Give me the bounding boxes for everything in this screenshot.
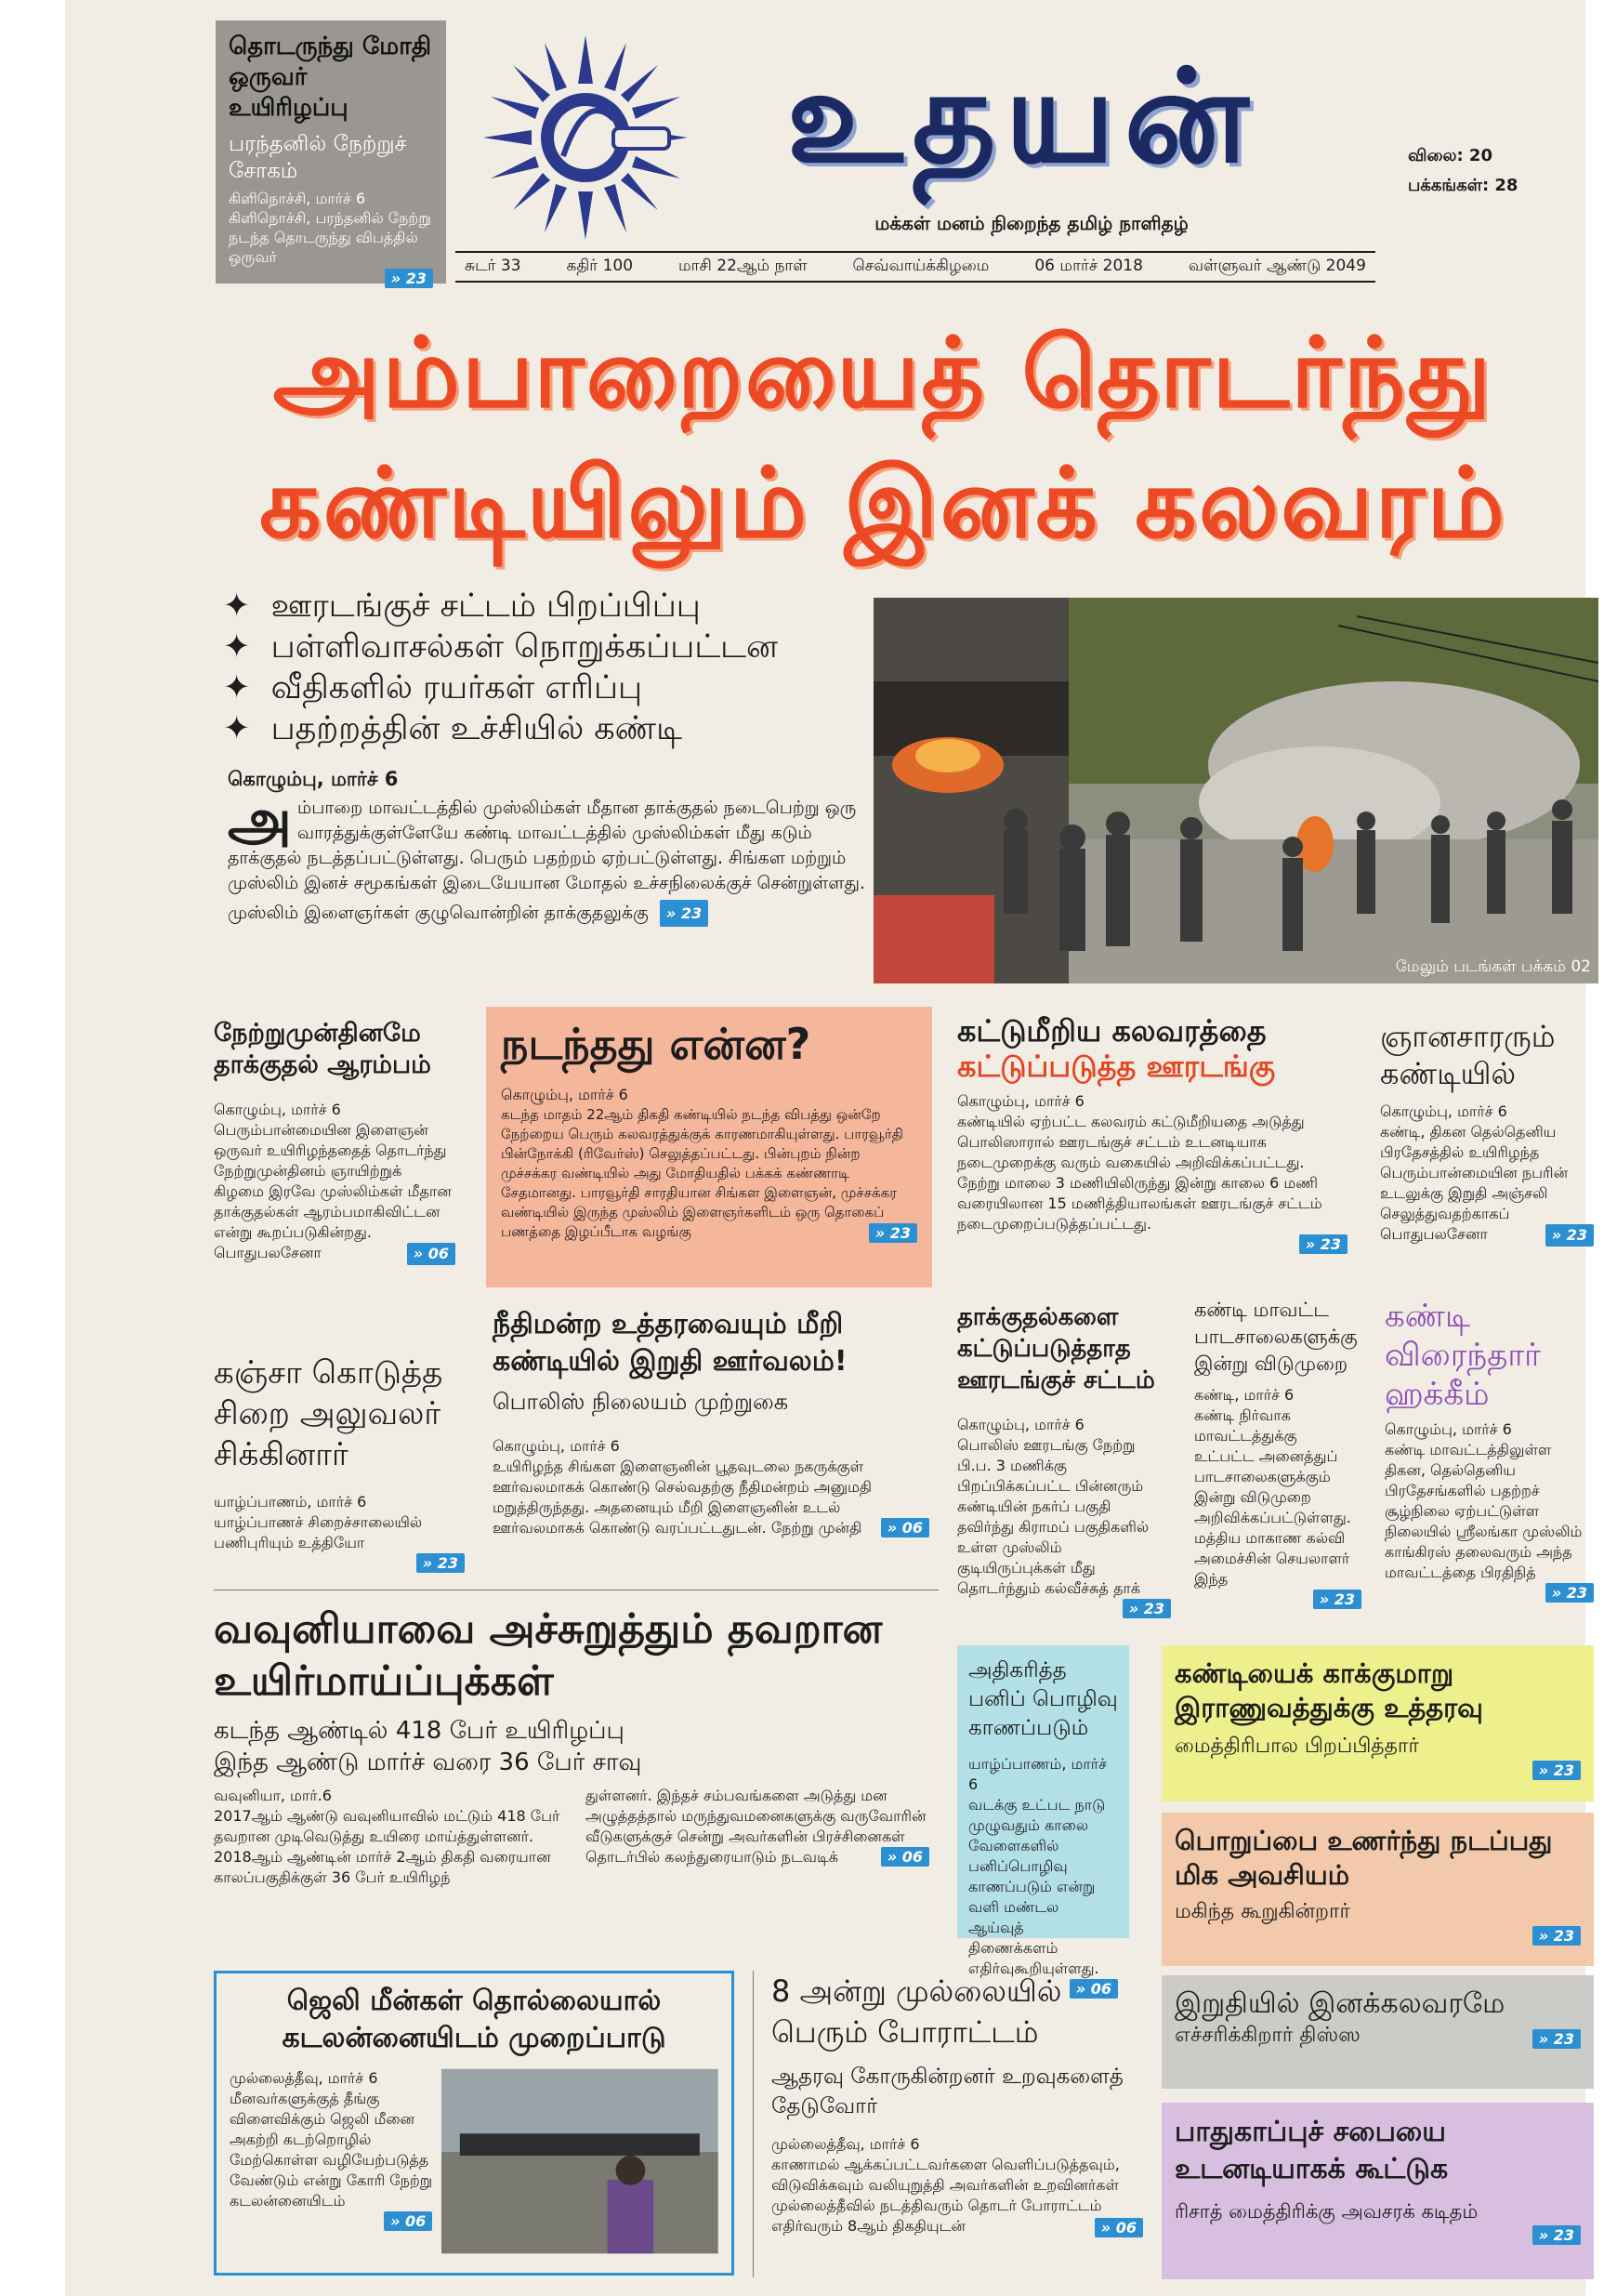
bullet-item: ✦ ஊரடங்குச் சட்டம் பிறப்பிப்பு (223, 586, 874, 627)
bullet-item: ✦ பள்ளிவாசல்கள் நொறுக்கப்பட்டன (223, 627, 874, 667)
story-tail: பொதுபலசேனா (214, 1244, 322, 1261)
story-page-link[interactable]: » 23 (1545, 1224, 1594, 1247)
sidebar-sub: எச்சரிக்கிறார் திஸ்ஸ (1175, 2024, 1361, 2047)
bullet-item: ✦ வீதிகளில் ரயர்கள் எரிப்பு (223, 667, 874, 708)
riot-scene-image (874, 598, 1598, 983)
story-headline: நேற்றுமுன்தினமே தாக்குதல் ஆரம்பம் (214, 1019, 431, 1079)
story-body: காணாமல் ஆக்கப்பட்டவர்களை வெளிப்படுத்தவும், விடுவிக்கவும் வலியுறுத்தி அவர்களின் உறவினர்கள் முல்லைத்தீவில் நடத்திவரும் தொடர் போராட்டம் எதிர்வரும் 8ஆம் திகதியுடன் (771, 2156, 1120, 2235)
sidebar-headline: கண்டியைக் காக்குமாறு இராணுவத்துக்கு உத்தரவு (1175, 1657, 1483, 1723)
story-dateline: கொழும்பு, மார்ச் 6 (957, 1416, 1085, 1433)
story-sub1: கடந்த ஆண்டில் 418 பேர் உயிரிழப்பு (214, 1717, 624, 1745)
story-attack-began[interactable] (214, 1018, 455, 1265)
story-hakeem[interactable] (1385, 1297, 1594, 1603)
lead-article[interactable] (228, 785, 878, 927)
story-gnanasara[interactable] (1380, 1018, 1594, 1247)
story-body: பொலிஸ் ஊரடங்கு நேற்று பி.ப. 3 மணிக்கு பிறப்பிக்கப்பட்ட பின்னரும் கண்டியின் நகர்ப் பகுதி தவிர்ந்து கிராமப் பகுதிகளில் உள்ள முஸ்லிம் குடியிருப்புக்கள் மீது தொடர்ந்தும் கல்வீச்சுத் தாக் (957, 1436, 1150, 1597)
story-sub2: இந்த ஆண்டு மார்ச் வரை 36 பேர் சாவு (214, 1748, 642, 1776)
sidebar-headline: பொறுப்பை உணர்ந்து நடப்பது மிக அவசியம் (1175, 1825, 1553, 1891)
story-dateline: கொழும்பு, மார்ச் 6 (501, 1086, 628, 1103)
story-headline: ஞானசாரரும் கண்டியில் (1380, 1019, 1556, 1091)
masthead-tagline: மக்கள் மனம் நிறைந்த தமிழ் நாளிதழ் (874, 212, 1189, 234)
story-headline: கண்டி மாவட்ட பாடசாலைகளுக்கு இன்று விடுமுறை (1194, 1299, 1358, 1375)
sidebar-box-security-council[interactable] (1162, 2103, 1594, 2279)
divider (753, 1971, 754, 2277)
teaser-subhead: பரந்தனில் நேற்றுச் சோகம் (229, 132, 407, 183)
story-headline: நடந்தது என்ன? (501, 1019, 811, 1069)
story-headline: கஞ்சா கொடுத்த சிறை அலுவலர் சிக்கினார் (214, 1354, 443, 1473)
dateline-kathir: கதிர் 100 (566, 257, 634, 275)
story-curfew-ineffective[interactable] (957, 1301, 1171, 1618)
story-subhead: ஆதரவு கோருகின்றனர் உறவுகளைத் தேடுவோர் (771, 2065, 1124, 2118)
story-body: வடக்கு உட்பட நாடு முழுவதும் காலை வேளைகளில் பனிப்பொழிவு காணப்படும் என்று வளி மண்டல ஆய்வுத் திணைக்களம் எதிர்வுகூறியுள்ளது. (968, 1796, 1106, 1977)
story-what-happened[interactable] (486, 1007, 932, 1287)
lead-dropcap: அ (228, 785, 292, 853)
story-dateline: முல்லைத்தீவு, மார்ச் 6 (230, 2069, 378, 2087)
story-headline: வவுனியாவை அச்சுறுத்தும் தவறான உயிர்மாய்ப்புக்கள் (214, 1605, 883, 1705)
sidebar-box-responsibility[interactable] (1162, 1813, 1594, 1966)
story-headline: நீதிமன்ற உத்தரவையும் மீறி கண்டியில் இறுதி ஊர்வலம்! (493, 1308, 848, 1378)
sun-logo-icon (474, 26, 697, 249)
story-body: கண்டி நிர்வாக மாவட்டத்துக்கு உட்பட்ட அனைத்துப் பாடசாலைகளுக்கும் இன்று விடுமுறை அறிவிக்கப்பட்டுள்ளது. மத்திய மாகாண கல்வி அமைச்சின் செயலாளர் இந்த (1194, 1406, 1351, 1588)
photo-caption: மேலும் படங்கள் பக்கம் 02 (1395, 957, 1591, 976)
story-page-link[interactable]: » 06 (881, 1518, 929, 1537)
sidebar-sub: ரிசாத் மைத்திரிக்கு அவசரக் கடிதம் (1175, 2200, 1479, 2223)
story-body: கண்டியில் ஏற்பட்ட கலவரம் கட்டுமீறியதை அடுத்து பொலிஸாரால் ஊரடங்குச் சட்டம் உடனடியாக நடைமுறைக்கு வரும் வகையில் அறிவிக்கப்பட்டது. நேற்று மாலை 3 மணியிலிருந்து இன்று காலை 6 மணி வரையிலான 15 மணித்தியாலங்கள் ஊரடங்குச் சட்டம் நடைமுறைப்படுத்தப்பட்டது. (957, 1113, 1322, 1233)
main-headline-line2[interactable]: கண்டியிலும் இனக் கலவரம் (259, 446, 1506, 560)
story-body: பெரும்பான்மையின இளைஞன் ஒருவர் உயிரிழந்ததைத் தொடர்ந்து நேற்றுமுன்தினம் ஞாயிற்றுக் கிழமை இரவே முஸ்லிம்கள் மீதான தாக்குதல்கள் ஆரம்பமாகிவிட்டன என்று கூறப்படுகின்றது. (214, 1121, 452, 1241)
sidebar-page-link[interactable]: » 23 (1532, 1926, 1581, 1946)
story-page-link[interactable]: » 06 (1070, 1979, 1118, 1999)
price-info (1408, 141, 1518, 201)
sidebar-page-link[interactable]: » 23 (1532, 1761, 1581, 1780)
story-body: கண்டி மாவட்டத்திலுள்ள திகன, தெல்தெனிய பிரதேசங்களில் பதற்றச் சூழ்நிலை ஏற்பட்டுள்ள நிலையில் ஸ்ரீலங்கா முஸ்லிம் காங்கிரஸ் தலைவரும் அந்த மாவட்டத்தை பிரதிநித் (1385, 1441, 1583, 1581)
dateline-valluvar: வள்ளுவர் ஆண்டு 2049 (1188, 257, 1366, 275)
dateline-masi: மாசி 22ஆம் நாள் (677, 257, 808, 275)
story-page-link[interactable]: » 23 (1123, 1599, 1171, 1618)
story-subhead: பொலிஸ் நிலையம் முற்றுகை (493, 1389, 789, 1415)
price: விலை: 20 (1408, 146, 1492, 165)
sidebar-headline: இறுதியில் இனக்கலவரமே (1175, 1987, 1505, 2020)
story-snow[interactable] (957, 1645, 1129, 1998)
story-page-link[interactable]: » 06 (1095, 2218, 1143, 2237)
lead-tail: முஸ்லிம் இளைஞர்கள் குழுவொன்றின் தாக்குதலுக்கு (228, 903, 649, 923)
story-dateline: வவுனியா, மார்.6 (214, 1787, 332, 1804)
story-body: உயிரிழந்த சிங்கள இளைஞனின் பூதவுடலை நகருக்குள் ஊர்வலமாகக் கொண்டு செல்வதற்கு நீதிமன்றம் அனுமதி மறுத்திருந்தது. அதனையும் மீறி இளைஞனின் உடல் ஊர்வலமாகக் கொண்டு வரப்பட்டதுடன். நேற்று முன்தி (493, 1458, 873, 1537)
story-schools[interactable] (1194, 1297, 1361, 1609)
teaser-box[interactable] (216, 20, 446, 287)
lead-dateline: கொழும்பு, மார்ச் 6 (228, 768, 399, 790)
beach-protest-image (441, 2068, 718, 2254)
newspaper-page (65, 0, 1591, 2296)
story-body: யாழ்ப்பாணச் சிறைச்சாலையில் பணிபுரியும் உத்தியோ (214, 1513, 423, 1551)
story-headline: தாக்குதல்களை கட்டுப்படுத்தாத ஊரடங்குச் சட்டம் (957, 1303, 1155, 1394)
sidebar-sub: மைத்திரிபால பிறப்பித்தார் (1175, 1735, 1419, 1758)
story-headline: அதிகரித்த பனிப் பொழிவு காணப்படும் (968, 1658, 1118, 1740)
story-dateline: முல்லைத்தீவு, மார்ச் 6 (771, 2135, 920, 2153)
teaser-page-link[interactable]: » 23 (385, 269, 433, 288)
story-dateline: கண்டி, மார்ச் 6 (1194, 1386, 1295, 1404)
story-page-link[interactable]: » 23 (1299, 1234, 1348, 1254)
sidebar-page-link[interactable]: » 23 (1532, 2225, 1581, 2245)
lead-page-link[interactable]: » 23 (660, 900, 708, 927)
story-dateline: கொழும்பு, மார்ச் 6 (493, 1437, 620, 1455)
lead-photo (874, 598, 1598, 983)
sidebar-box-riot-warning[interactable] (1162, 1975, 1594, 2089)
story-headline: கட்டுமீறிய கலவரத்தை (957, 1013, 1267, 1049)
story-subhead: கட்டுப்படுத்த ஊரடங்கு (957, 1049, 1276, 1084)
teaser-headline: தொடருந்து மோதி ஒருவர் உயிரிழப்பு (229, 33, 432, 122)
main-headline-line1[interactable]: அம்பாறையைத் தொடர்ந்து (272, 316, 1493, 429)
story-page-link[interactable]: » 23 (869, 1223, 917, 1243)
story-page-link[interactable]: » 06 (407, 1243, 455, 1265)
page-count: பக்கங்கள்: 28 (1408, 176, 1518, 195)
story-dateline: கொழும்பு, மார்ச் 6 (1385, 1420, 1512, 1438)
teaser-body: கிளிநொச்சி, மார்ச் 6 கிளிநொச்சி, பரந்தனில் நேற்று நடந்த தொடருந்து விபத்தில் ஒருவர் (229, 190, 431, 266)
dateline-sudar: சுடர் 33 (465, 257, 521, 275)
story-page-link[interactable]: » 23 (1545, 1583, 1594, 1603)
story-page-link[interactable]: » 23 (1313, 1590, 1361, 1609)
story-headline: கண்டி விரைந்தார் ஹக்கீம் (1385, 1298, 1541, 1413)
story-body: கடந்த மாதம் 22ஆம் திகதி கண்டியில் நடந்த விபத்து ஒன்றே நேற்றைய பெரும் கலவரத்துக்குக் காரணமாகியுள்ளது. பாரவூர்தி பின்நோக்கி (ரிவேர்ஸ்) செலுத்தப்பட்டது. பின்புறம் நின்ற முச்சக்கர வண்டியில் அது மோதியதில் பக்கக் கண்ணாடி சேதமானது. பாரவூர்தி சாரதியான சிங்கள இளைஞன், முச்சக்கர வண்டியில் இருந்த முஸ்லிம் இளைஞர்களிடம் ஒரு தொகைப் பணத்தை இழப்பீடாக வழங்கு (501, 1106, 903, 1240)
sidebar-box-army[interactable] (1162, 1645, 1594, 1801)
story-funeral[interactable] (493, 1306, 929, 1537)
bullet-item: ✦ பதற்றத்தின் உச்சியில் கண்டி (223, 708, 874, 749)
story-dateline: கொழும்பு, மார்ச் 6 (1380, 1102, 1507, 1120)
masthead-title: உதயன் (786, 40, 1258, 191)
lead-body-text: ம்பாறை மாவட்டத்தில் முஸ்லிம்கள் மீதான தாக்குதல் நடைபெற்று ஒரு வாரத்துக்குள்ளேயே கண்டி மாவட்டத்தில் முஸ்லிம்கள் மீது கடும் தாக்குதல் நடத்தப்பட்டுள்ளது. பெரும் பதற்றம் ஏற்பட்டுள்ளது. சிங்கள மற்றும் முஸ்லிம் இனச் சமூகங்கள் இடையேயான மோதல் உச்சநிலைக்குச் சென்றுள்ளது. (228, 798, 865, 893)
story-body-cont: துள்ளனர். இந்தச் சம்பவங்களை அடுத்து மன அழுத்தத்தால் மருந்துவமனைகளுக்கு வருவோரின் வீடுகளுக்குச் சென்று அவர்களின் பிரச்சினைகள் தொடர்பில் கலந்துரையாடும் நடவடிக் (585, 1787, 927, 1866)
story-dateline: கொழும்பு, மார்ச் 6 (957, 1092, 1085, 1110)
story-protest[interactable] (771, 1971, 1143, 2237)
story-body: 2017ஆம் ஆண்டு வவுனியாவில் மட்டும் 418 பேர் தவறான முடிவெடுத்து உயிரை மாய்த்துள்ளனர். 2018ஆம் ஆண்டின் மார்ச் 2ஆம் திகதி வரையான காலப்பகுதிக்குள் 36 பேர் உயிரிழந் (214, 1807, 560, 1886)
story-page-link[interactable]: » 06 (881, 1847, 929, 1867)
dateline-date: 06 மார்ச் 2018 (1034, 257, 1143, 275)
story-headline: 8 அன்று முல்லையில் பெரும் போராட்டம் (771, 1973, 1062, 2050)
bullet-list (223, 586, 874, 749)
story-vavuniya[interactable] (214, 1603, 939, 1888)
sidebar-headline: பாதுகாப்புச் சபையை உடனடியாகக் கூட்டுக (1175, 2116, 1449, 2185)
story-page-link[interactable]: » 23 (416, 1553, 465, 1573)
story-curfew[interactable] (957, 1013, 1348, 1254)
story-jellyfish[interactable] (214, 1971, 734, 2276)
story-ganja[interactable] (214, 1353, 465, 1573)
story-dateline: யாழ்ப்பாணம், மார்ச் 6 (214, 1493, 367, 1511)
story-dateline: கொழும்பு, மார்ச் 6 (214, 1101, 341, 1118)
story-page-link[interactable]: » 06 (384, 2211, 432, 2231)
story-headline: ஜெலி மீன்கள் தொல்லையால் கடலன்னையிடம் முறைப்பாடு (282, 1985, 666, 2054)
dateline-day: செவ்வாய்க்கிழமை (852, 257, 990, 275)
dateline-bar (455, 251, 1375, 283)
story-tail: பொதுபலசேனா (1380, 1225, 1488, 1243)
story-dateline: யாழ்ப்பாணம், மார்ச் 6 (968, 1755, 1107, 1793)
sidebar-sub: மகிந்த கூறுகின்றார் (1175, 1900, 1350, 1923)
story-body: கண்டி, திகன தெல்தெனிய பிரதேசத்தில் உயிரிழந்த பெரும்பான்மையின நபரின் உடலுக்கு இறுதி அஞ்சலி செலுத்துவதற்காகப் (1380, 1123, 1569, 1222)
sidebar-page-link[interactable]: » 23 (1532, 2029, 1581, 2049)
story-body: மீனவர்களுக்குத் தீங்கு விளைவிக்கும் ஜெலி மீனை அகற்றி கடற்றொழில் மேற்கொள்ள வழியேற்படுத்த வேண்டும் என்று கோரி நேற்று கடலன்னையிடம் (230, 2090, 433, 2210)
